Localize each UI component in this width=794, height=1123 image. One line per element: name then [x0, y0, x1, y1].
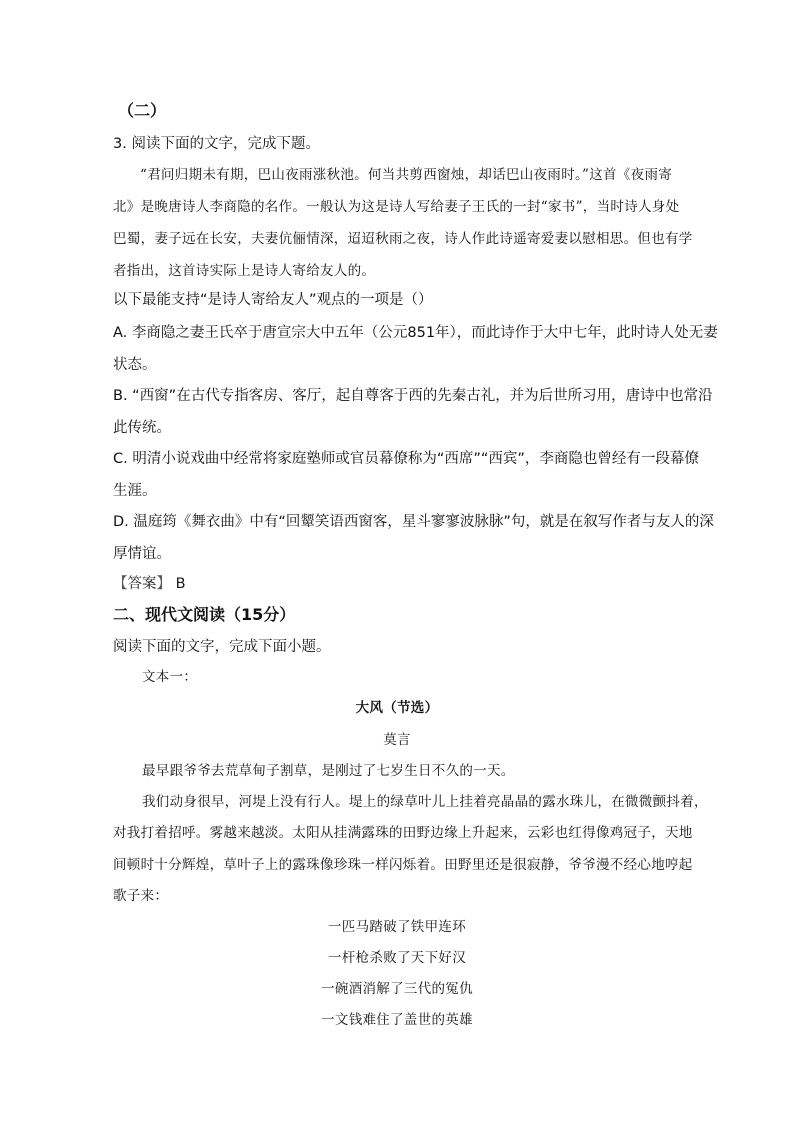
passage-line: 者指出，这首诗实际上是诗人寄给友人的。 — [113, 263, 376, 279]
song-line: 一文钱难住了盖世的英雄 — [321, 1012, 473, 1028]
story-line: 对我打着招呼。雾越来越淡。太阳从挂满露珠的田野边缘上升起来，云彩也红得像鸡冠子，天地 — [113, 825, 693, 841]
story-title: 大风（节选） — [355, 700, 439, 716]
option-c-line: C. 明清小说戏曲中经常将家庭塾师或官员幕僚称为“西席”“西宾”，李商隐也曾经有一段幕僚 — [113, 451, 699, 467]
option-d-line: D. 温庭筠《舞衣曲》中有“回颦笑语西窗客，星斗寥寥波脉脉”句，就是在叙写作者与友人的深 — [113, 514, 714, 530]
section-2-instruction: 阅读下面的文字，完成下面小题。 — [113, 639, 331, 655]
option-a-line: 状态。 — [113, 357, 157, 373]
story-line: 歌子来： — [113, 888, 169, 904]
answer-value: B — [175, 576, 186, 592]
option-c-line: 生涯。 — [113, 483, 157, 499]
passage-line: 巴蜀，妻子远在长安，夫妻伉俪情深，迢迢秋雨之夜，诗人作此诗遥寄爱妻以慰相思。但也有学 — [113, 231, 693, 247]
option-b-line: B. “西窗”在古代专指客房、客厅，起自尊客于西的先秦古礼，并为后世所习用，唐诗中也常沿 — [113, 388, 713, 404]
section-2-heading: 二、现代文阅读（15分） — [113, 605, 296, 624]
question-stem: 以下最能支持“是诗人寄给友人”观点的一项是（） — [113, 292, 433, 308]
option-d-line: 厚情谊。 — [113, 546, 171, 562]
option-b-line: 此传统。 — [113, 420, 171, 436]
story-line: 间顿时十分辉煌，草叶子上的露珠像珍珠一样闪烁着。田野里还是很寂静，爷爷漫不经心地哼起 — [113, 857, 693, 873]
answer-line — [113, 574, 186, 594]
story-paragraph-1: 最早跟爷爷去荒草甸子割草，是刚过了七岁生日不久的一天。 — [142, 763, 515, 779]
story-author: 莫言 — [383, 732, 411, 748]
passage-line: “君问归期未有期，巴山夜雨涨秋池。何当共剪西窗烛，却话巴山夜雨时。”这首《夜雨寄 — [140, 167, 673, 183]
option-a-line: A. 李商隐之妻王氏卒于唐宣宗大中五年（公元851年），而此诗作于大中七年，此时诗人处无妻 — [113, 325, 718, 341]
answer-label: 答案 — [127, 576, 157, 592]
answer-bracket-open: 【 — [113, 576, 128, 592]
song-line: 一匹马踏破了铁甲连环 — [328, 919, 466, 935]
passage-line: 北》是晚唐诗人李商隐的名作。一般认为这是诗人写给妻子王氏的一封“家书”，当时诗人身处 — [113, 199, 680, 215]
answer-bracket-close: 】 — [156, 576, 171, 592]
question-3-title: 3. 阅读下面的文字，完成下题。 — [113, 136, 320, 152]
story-line: 我们动身很早，河堤上没有行人。堤上的绿草叶儿上挂着亮晶晶的露水珠儿，在微微颤抖着， — [142, 794, 708, 810]
song-line: 一碗酒消解了三代的冤仇 — [321, 981, 473, 997]
song-line: 一杆枪杀败了天下好汉 — [328, 950, 466, 966]
text-1-label: 文本一： — [142, 669, 198, 685]
section-part-heading: （二） — [118, 101, 167, 120]
